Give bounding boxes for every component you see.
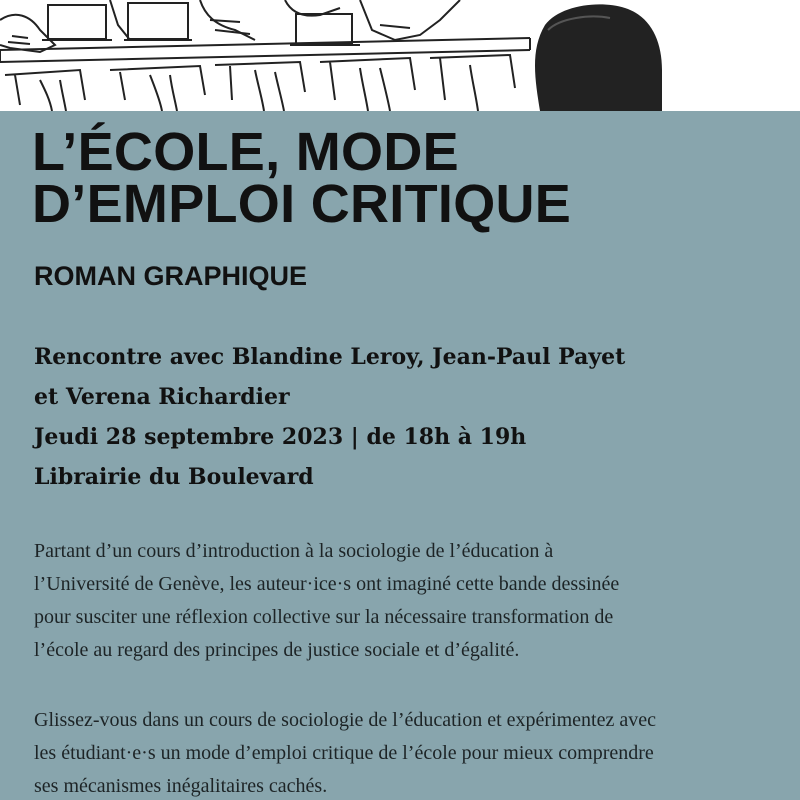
paragraph-line: les étudiant·e·s un mode d’emploi critique de l’école pour mieux comprendre [34, 742, 654, 764]
illustration-drawing [0, 0, 800, 111]
description-paragraph [34, 535, 619, 667]
classroom-illustration [0, 0, 800, 111]
event-details [34, 337, 625, 497]
invitation-paragraph [34, 704, 656, 800]
title-line: L’ÉCOLE, MODE [32, 122, 459, 182]
paragraph-line: pour susciter une réflexion collective sur la nécessaire transformation de [34, 606, 614, 628]
content-panel [0, 111, 800, 800]
paragraph-line: Partant d’un cours d’introduction à la sociologie de l’éducation à [34, 540, 554, 562]
paragraph-line: Glissez-vous dans un cours de sociologie de l’éducation et expérimentez avec [34, 709, 657, 731]
event-venue: Librairie du Boulevard [34, 464, 314, 490]
event-speakers: Rencontre avec Blandine Leroy, Jean-Paul Payet [34, 344, 626, 370]
paragraph-line: l’Université de Genève, les auteur·ice·s ont imaginé cette bande dessinée [34, 573, 620, 595]
paragraph-line: ses mécanismes inégalitaires cachés. [34, 775, 328, 797]
paragraph-line: l’école au regard des principes de justice sociale et d’égalité. [34, 639, 520, 661]
event-date-time: Jeudi 28 septembre 2023 | de 18h à 19h [34, 424, 527, 450]
title-line: D’EMPLOI CRITIQUE [32, 174, 572, 234]
book-title [32, 122, 572, 234]
event-speakers-continued: et Verena Richardier [34, 384, 290, 410]
book-subtitle: ROMAN GRAPHIQUE [34, 261, 308, 291]
